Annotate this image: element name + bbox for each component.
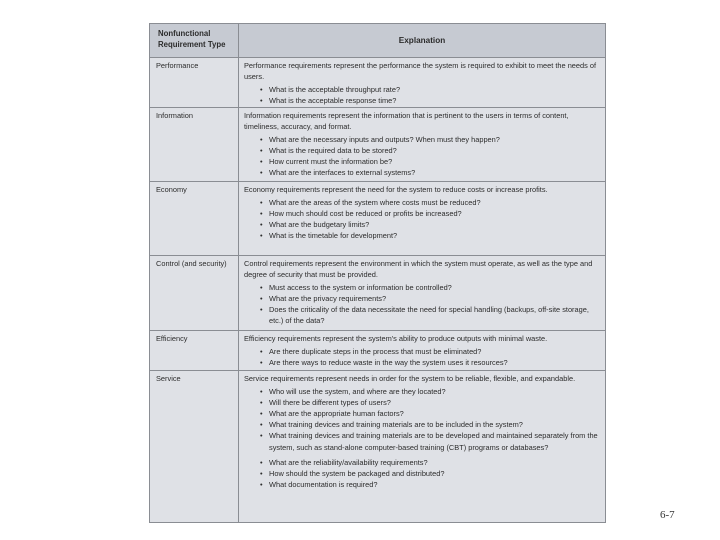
row-bullets xyxy=(244,346,599,368)
row-explanation xyxy=(239,371,605,522)
header-explanation: Explanation xyxy=(398,36,446,45)
table-header xyxy=(150,24,605,58)
row-bullets xyxy=(244,282,599,326)
list-item: • Who will use the system, and where are they located? xyxy=(269,386,599,397)
list-item: • Does the criticality of the data necessitate the need for special handling (backups, off-site storage, etc.) of the data? xyxy=(269,304,599,326)
row-type: Information xyxy=(150,108,239,181)
table-row xyxy=(150,58,605,108)
row-bullets xyxy=(244,84,599,106)
list-item: • How should the system be packaged and distributed? xyxy=(269,468,599,479)
list-item: • What is the acceptable throughput rate? xyxy=(269,84,599,95)
list-item: • What are the interfaces to external systems? xyxy=(269,167,599,178)
table-row xyxy=(150,371,605,522)
row-type: Efficiency xyxy=(150,331,239,370)
list-item: • Are there ways to reduce waste in the way the system uses it resources? xyxy=(269,357,599,368)
list-item: • What are the budgetary limits? xyxy=(269,219,599,230)
table-row xyxy=(150,256,605,331)
row-type: Performance xyxy=(150,58,239,107)
table-row xyxy=(150,108,605,182)
row-intro: Economy requirements represent the need for the system to reduce costs or increase profits. xyxy=(244,185,548,194)
row-explanation xyxy=(239,58,605,107)
header-type: Nonfunctional Requirement Type xyxy=(150,24,239,57)
list-item: • What are the privacy requirements? xyxy=(269,293,599,304)
row-bullets xyxy=(244,197,599,241)
row-intro: Service requirements represent needs in order for the system to be reliable, flexible, and expandable. xyxy=(244,374,576,383)
row-bullets xyxy=(244,134,599,178)
row-intro: Control requirements represent the environment in which the system must operate, as well as the type and degree of security that must be provided. xyxy=(244,259,593,280)
row-type: Control (and security) xyxy=(150,256,239,330)
requirements-table xyxy=(149,23,606,523)
list-item: • What are the appropriate human factors? xyxy=(269,408,599,419)
list-item: • What is the acceptable response time? xyxy=(269,95,599,106)
row-type: Economy xyxy=(150,182,239,255)
list-item: • What is the timetable for development? xyxy=(269,230,599,241)
list-item: • Are there duplicate steps in the process that must be eliminated? xyxy=(269,346,599,357)
row-intro: Performance requirements represent the performance the system is required to exhibit to meet the needs of users. xyxy=(244,61,597,82)
list-item: • How current must the information be? xyxy=(269,156,599,167)
list-item: • What training devices and training materials are to be included in the system? xyxy=(269,419,599,430)
list-item: • What are the reliability/availability requirements? xyxy=(269,457,599,468)
list-item: • What documentation is required? xyxy=(269,479,599,490)
list-item: • What are the necessary inputs and outputs? When must they happen? xyxy=(269,134,599,145)
list-item: • What are the areas of the system where costs must be reduced? xyxy=(269,197,599,208)
row-explanation xyxy=(239,256,605,330)
table-row xyxy=(150,182,605,256)
list-item: • Will there be different types of users? xyxy=(269,397,599,408)
row-explanation xyxy=(239,108,605,181)
list-item: • How much should cost be reduced or profits be increased? xyxy=(269,208,599,219)
row-intro: Efficiency requirements represent the system's ability to produce outputs with minimal waste. xyxy=(244,334,548,343)
row-explanation xyxy=(239,182,605,255)
row-bullets xyxy=(244,386,599,490)
table-row xyxy=(150,331,605,371)
row-type: Service xyxy=(150,371,239,522)
row-intro: Information requirements represent the information that is pertinent to the users in terms of content, timeliness, accuracy, and format. xyxy=(244,111,569,132)
list-item: • What is the required data to be stored? xyxy=(269,145,599,156)
row-explanation xyxy=(239,331,605,370)
list-item: • What training devices and training materials are to be developed and maintained separately from the system, such as stand-alone computer-based training (CBT) programs or databases? xyxy=(269,430,599,452)
list-item: • Must access to the system or information be controlled? xyxy=(269,282,599,293)
page-number: 6-7 xyxy=(660,509,675,521)
